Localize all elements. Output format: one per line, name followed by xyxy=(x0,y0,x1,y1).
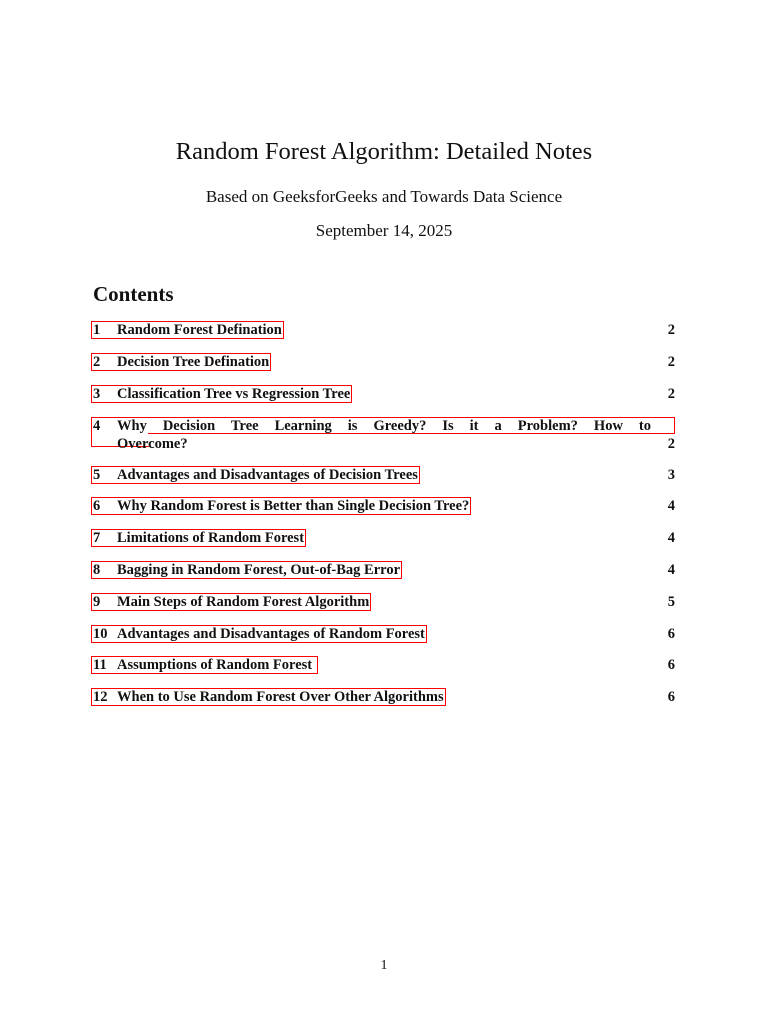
toc-entry-10 xyxy=(91,625,675,643)
toc-page-number: 4 xyxy=(667,562,675,578)
toc-number: 4 xyxy=(93,418,101,434)
toc-page-number: 6 xyxy=(667,626,675,642)
document-title: Random Forest Algorithm: Detailed Notes xyxy=(175,138,593,165)
toc-entry-1 xyxy=(91,321,675,339)
toc-page-number: 5 xyxy=(667,594,675,610)
toc-entry-2 xyxy=(91,353,675,371)
toc-page-number: 6 xyxy=(667,689,675,705)
toc-number: 10 xyxy=(93,626,108,642)
toc-link-7[interactable] xyxy=(91,529,306,547)
toc-entry-9 xyxy=(91,593,675,611)
toc-entry-3 xyxy=(91,385,675,403)
contents-heading: Contents xyxy=(93,282,174,306)
toc-title: Classification Tree vs Regression Tree xyxy=(117,386,351,402)
toc-number: 8 xyxy=(93,562,101,578)
toc-number: 2 xyxy=(93,354,101,370)
toc-page-number: 3 xyxy=(667,467,675,483)
toc-number: 5 xyxy=(93,467,101,483)
toc-entry-12 xyxy=(91,688,675,706)
toc-link-3[interactable] xyxy=(91,385,352,403)
toc-title: Limitations of Random Forest xyxy=(117,530,305,546)
toc-title: Advantages and Disadvantages of Random Forest xyxy=(117,626,425,642)
toc-page-number: 6 xyxy=(667,657,675,673)
toc-title: Bagging in Random Forest, Out-of-Bag Error xyxy=(117,562,401,578)
toc-link-10[interactable] xyxy=(91,625,427,643)
toc-number: 9 xyxy=(93,594,101,610)
toc-entry-7 xyxy=(91,529,675,547)
toc-link-11[interactable] xyxy=(91,656,318,674)
document-author: Based on GeeksforGeeks and Towards Data Science xyxy=(205,187,563,206)
toc-number: 3 xyxy=(93,386,101,402)
toc-number: 12 xyxy=(93,689,108,705)
toc-link-6[interactable] xyxy=(91,497,471,515)
toc-title: Main Steps of Random Forest Algorithm xyxy=(117,594,370,610)
toc-title: When to Use Random Forest Over Other Algorithms xyxy=(117,689,444,705)
toc-entry-11 xyxy=(91,656,675,674)
toc-number: 6 xyxy=(93,498,101,514)
toc-page-number: 4 xyxy=(667,498,675,514)
toc-link-12[interactable] xyxy=(91,688,446,706)
toc-link-5[interactable] xyxy=(91,466,420,484)
toc-title: Decision Tree Defination xyxy=(117,354,270,370)
toc-entry-5 xyxy=(91,466,675,484)
document-date: September 14, 2025 xyxy=(315,221,453,240)
toc-page-number: 2 xyxy=(667,354,675,370)
toc-entry-6 xyxy=(91,497,675,515)
toc-link-9[interactable] xyxy=(91,593,371,611)
toc-title: Why Random Forest is Better than Single Decision Tree? xyxy=(117,498,470,514)
toc-title-line1: Why Decision Tree Learning is Greedy? Is it a Problem? How to xyxy=(117,418,651,434)
toc-page-number: 2 xyxy=(667,436,675,452)
toc-page-number: 4 xyxy=(667,530,675,546)
toc-title: Assumptions of Random Forest xyxy=(117,657,313,673)
toc-title-line2[interactable]: Overcome? xyxy=(117,436,188,452)
toc-page-number: 2 xyxy=(667,386,675,402)
toc-entry-8 xyxy=(91,561,675,579)
toc-link-8[interactable] xyxy=(91,561,402,579)
toc-number: 1 xyxy=(93,322,101,338)
toc-entry-4 xyxy=(91,417,675,451)
page-number-footer: 1 xyxy=(380,958,388,973)
toc-title: Advantages and Disadvantages of Decision Trees xyxy=(117,467,418,483)
toc-title: Random Forest Defination xyxy=(117,322,282,338)
toc-number: 11 xyxy=(93,657,107,673)
toc-number: 7 xyxy=(93,530,101,546)
toc-link-2[interactable] xyxy=(91,353,271,371)
toc-page-number: 2 xyxy=(667,322,675,338)
toc-link-1[interactable] xyxy=(91,321,284,339)
toc-link-4[interactable] xyxy=(93,417,651,435)
